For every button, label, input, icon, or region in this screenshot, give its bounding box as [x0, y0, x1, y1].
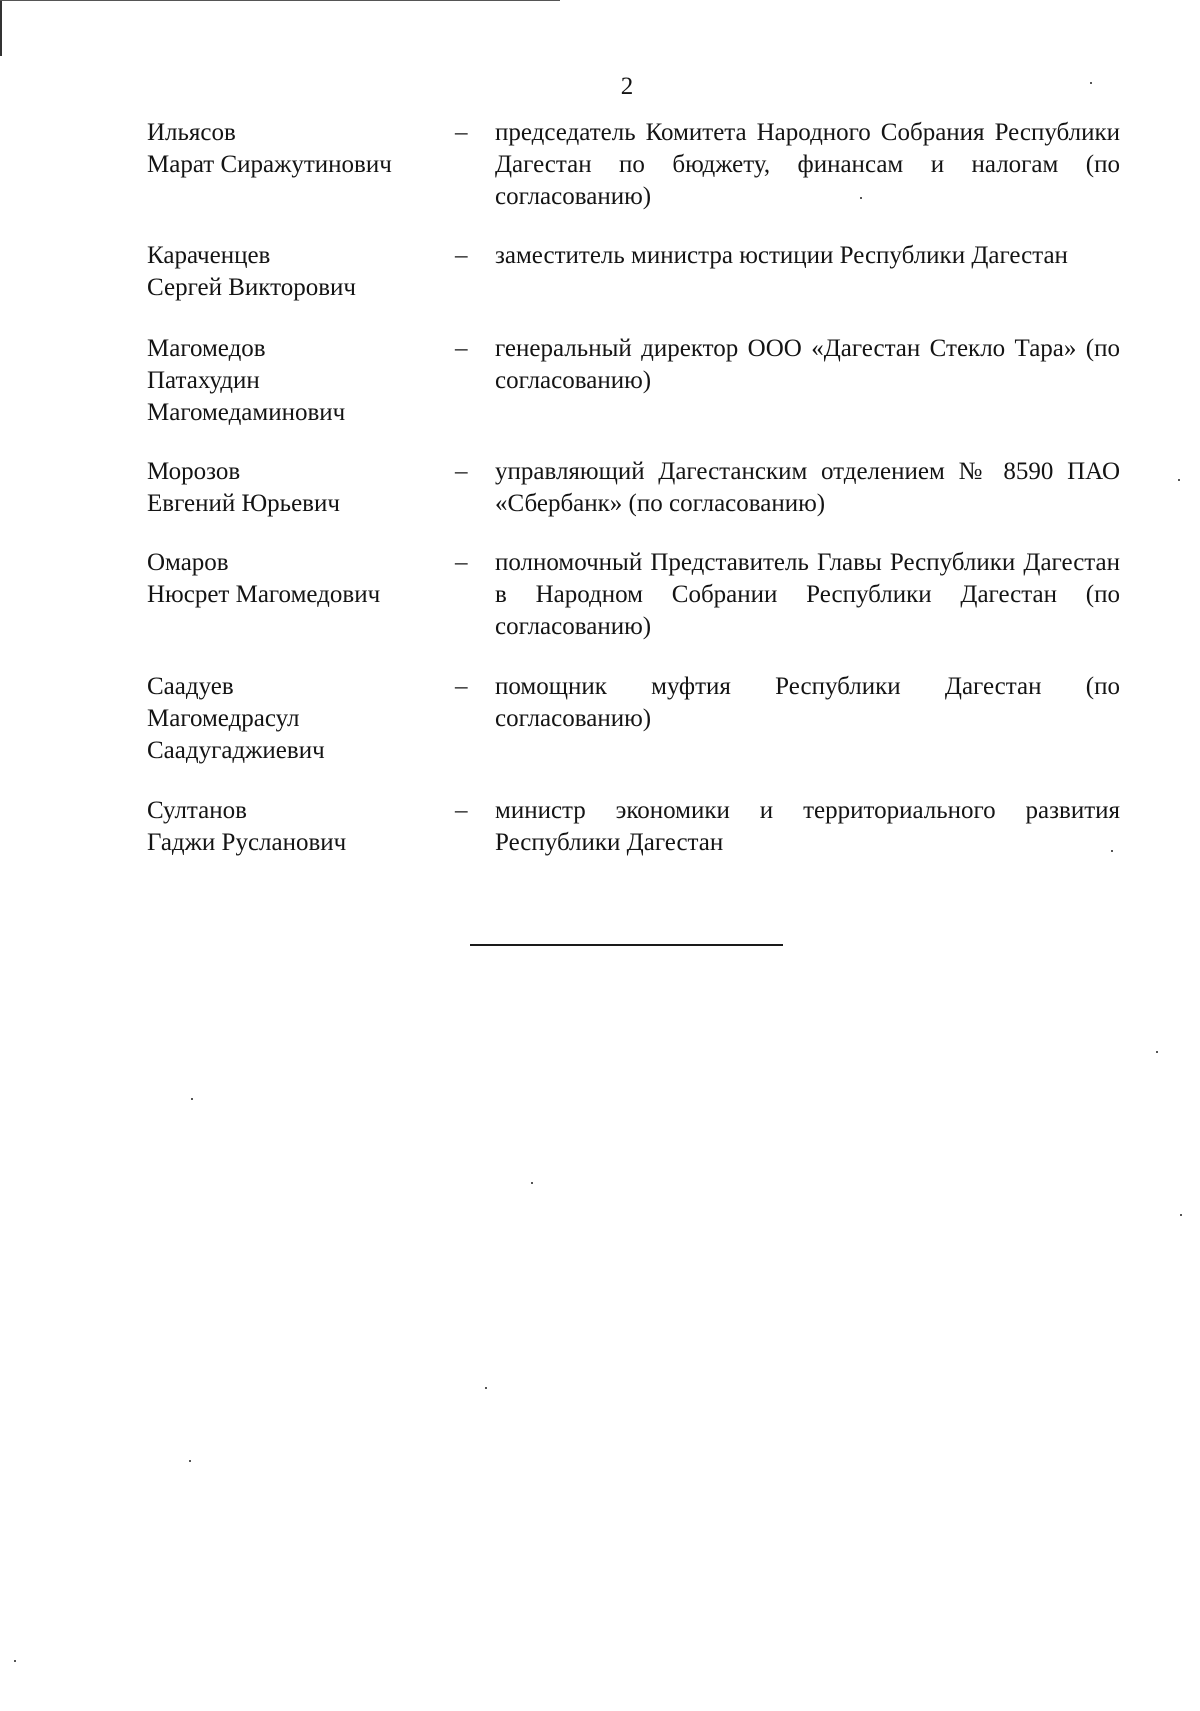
member-given-names: Евгений Юрьевич: [147, 490, 340, 517]
scan-speck: [14, 1660, 16, 1662]
scan-speck: [1090, 82, 1092, 84]
member-surname: Саадуев: [147, 673, 234, 700]
entry-dash: –: [455, 242, 468, 269]
entry-dash: –: [455, 119, 468, 146]
scan-speck: [1178, 479, 1180, 481]
member-surname: Султанов: [147, 797, 247, 824]
member-position: генеральный директор ООО «Дагестан Стекло Тара» (по согласованию): [495, 335, 1120, 394]
entry-dash: –: [455, 335, 468, 362]
scan-speck: [1180, 1214, 1182, 1216]
end-of-list-rule: [470, 944, 783, 946]
member-given-names: Магомедрасул: [147, 705, 300, 732]
entry-dash: –: [455, 458, 468, 485]
scan-speck: [1156, 1051, 1158, 1053]
member-name: [147, 795, 447, 859]
member-position: министр экономики и территориального развития Республики Дагестан: [495, 797, 1120, 856]
page-number: 2: [620, 73, 634, 100]
member-name: [147, 333, 447, 429]
member-patronymic: Магомедаминович: [147, 399, 346, 426]
scan-speck: [531, 1182, 533, 1184]
scan-edge-mark: [0, 0, 2, 56]
scan-speck: [191, 1098, 193, 1100]
member-given-names: Нюсрет Магомедович: [147, 581, 381, 608]
member-surname: Морозов: [147, 458, 241, 485]
member-position: заместитель министра юстиции Республики Дагестан: [495, 242, 1068, 269]
member-position: управляющий Дагестанским отделением № 8590 ПАО «Сбербанк» (по согласованию): [495, 458, 1120, 517]
scan-top-edge-mark: [0, 0, 560, 1]
member-name: [147, 117, 447, 181]
member-given-names: Сергей Викторович: [147, 274, 356, 301]
member-position: помощник муфтия Республики Дагестан (по согласованию): [495, 673, 1120, 732]
member-position: полномочный Представитель Главы Республики Дагестан в Народном Собрании Республики Дагестан (по согласованию): [495, 549, 1120, 640]
entry-dash: –: [455, 797, 468, 824]
entry-dash: –: [455, 673, 468, 700]
member-surname: Караченцев: [147, 242, 271, 269]
member-name: [147, 456, 447, 520]
member-surname: Омаров: [147, 549, 229, 576]
member-name: [147, 547, 447, 611]
member-patronymic: Саадугаджиевич: [147, 737, 325, 764]
member-given-names: Патахудин: [147, 367, 260, 394]
member-position: председатель Комитета Народного Собрания Республики Дагестан по бюджету, финансам и налогам (по согласованию): [495, 119, 1120, 210]
entry-dash: –: [455, 549, 468, 576]
member-given-names: Марат Сиражутинович: [147, 151, 392, 178]
member-name: [147, 671, 447, 767]
scan-speck: [485, 1387, 487, 1389]
member-surname: Магомедов: [147, 335, 266, 362]
scan-speck: [860, 197, 862, 199]
member-surname: Ильясов: [147, 119, 236, 146]
member-name: [147, 240, 447, 304]
scan-speck: [189, 1460, 191, 1462]
member-given-names: Гаджи Русланович: [147, 829, 347, 856]
scan-speck: [1111, 850, 1113, 852]
